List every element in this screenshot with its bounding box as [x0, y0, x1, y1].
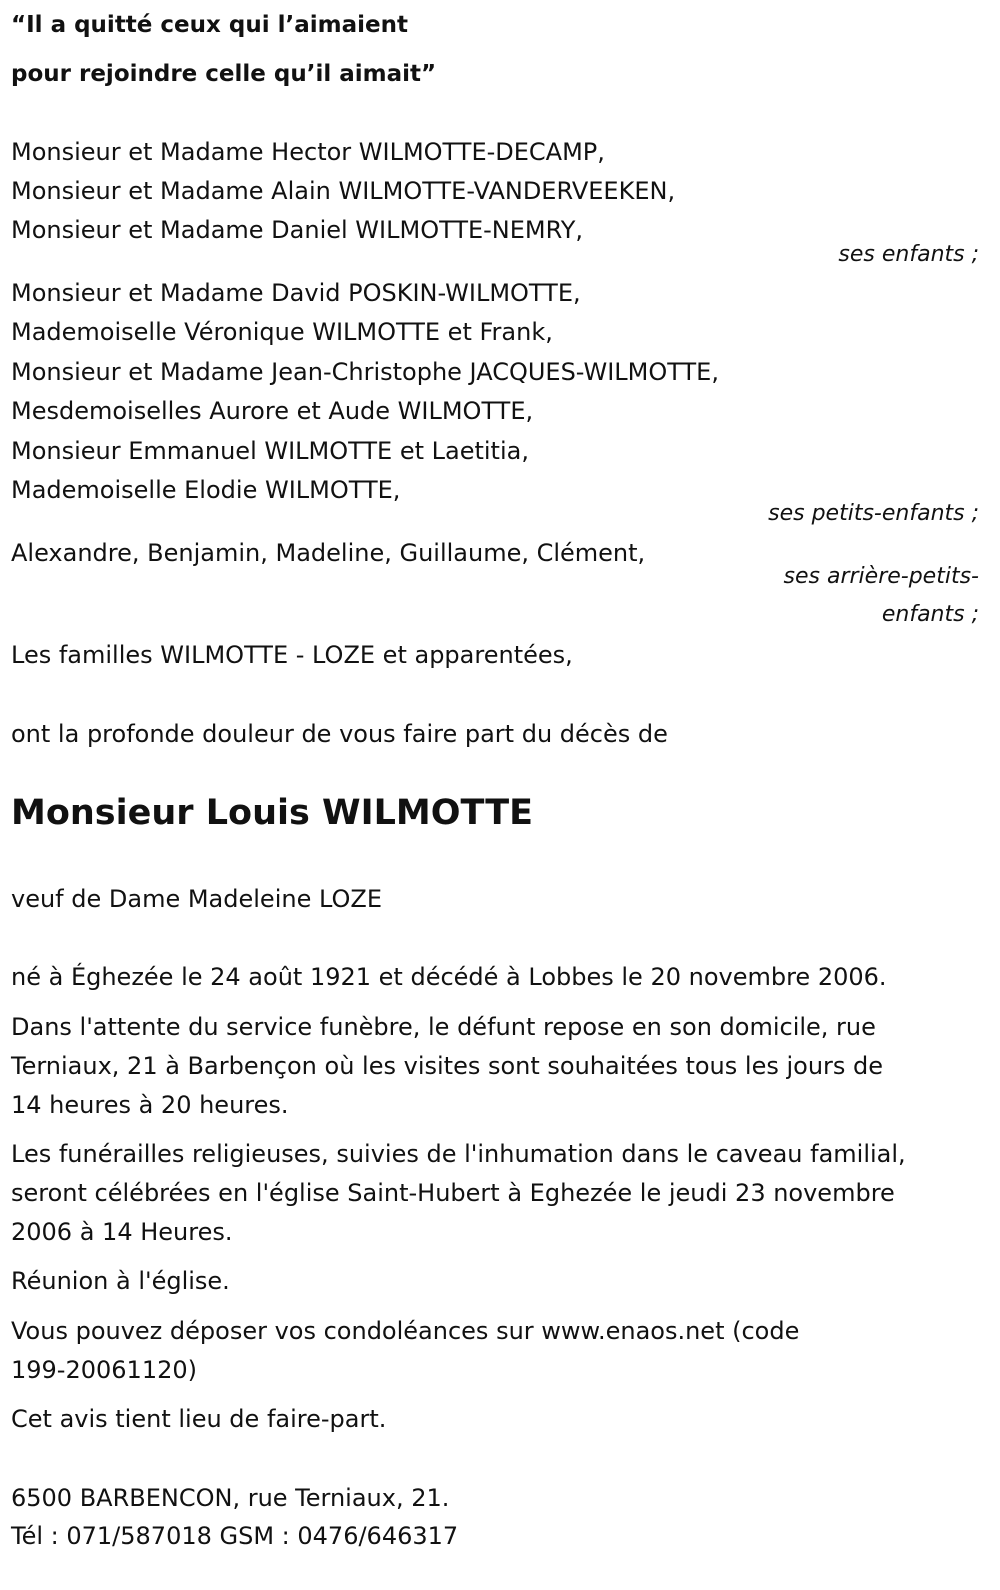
families-line: Les familles WILMOTTE - LOZE et apparentées,	[11, 641, 573, 669]
grandchild-name: Monsieur et Madame David POSKIN-WILMOTTE,	[11, 279, 581, 307]
obituary-notice	[11, 0, 979, 1590]
meeting-line: Réunion à l'église.	[11, 1267, 230, 1295]
visitation-line-2: Terniaux, 21 à Barbençon où les visites sont souhaitées tous les jours de	[11, 1052, 884, 1080]
child-name: Monsieur et Madame Daniel WILMOTTE-NEMRY,	[11, 216, 584, 244]
funeral-line-1: Les funérailles religieuses, suivies de l'inhumation dans le caveau familial,	[11, 1140, 906, 1168]
widower-line: veuf de Dame Madeleine LOZE	[11, 885, 382, 913]
contact-phone: Tél : 071/587018 GSM : 0476/646317	[11, 1522, 459, 1550]
great-grandchildren-names: Alexandre, Benjamin, Madeline, Guillaume, Clément,	[11, 539, 646, 567]
deceased-name: Monsieur Louis WILMOTTE	[11, 793, 533, 833]
grandchild-name: Mademoiselle Véronique WILMOTTE et Frank,	[11, 318, 553, 346]
condolences-line-2: 199-20061120)	[11, 1356, 197, 1384]
funeral-line-3: 2006 à 14 Heures.	[11, 1218, 233, 1246]
announcement-line: ont la profonde douleur de vous faire part du décès de	[11, 720, 668, 748]
children-relation: ses enfants ;	[838, 242, 979, 267]
child-name: Monsieur et Madame Hector WILMOTTE-DECAMP,	[11, 138, 605, 166]
contact-address: 6500 BARBENCON, rue Terniaux, 21.	[11, 1484, 450, 1512]
epigraph-line-2: pour rejoindre celle qu’il aimait”	[11, 61, 437, 87]
grandchild-name: Mademoiselle Elodie WILMOTTE,	[11, 476, 401, 504]
grandchild-name: Monsieur et Madame Jean-Christophe JACQUES-WILMOTTE,	[11, 358, 719, 386]
notice-line: Cet avis tient lieu de faire-part.	[11, 1405, 387, 1433]
epigraph-line-1: “Il a quitté ceux qui l’aimaient	[11, 12, 408, 38]
great-grandchildren-relation-line-1: ses arrière-petits-	[783, 564, 979, 589]
grandchild-name: Mesdemoiselles Aurore et Aude WILMOTTE,	[11, 397, 534, 425]
condolences-line-1: Vous pouvez déposer vos condoléances sur www.enaos.net (code	[11, 1317, 800, 1345]
visitation-line-3: 14 heures à 20 heures.	[11, 1091, 289, 1119]
grandchild-name: Monsieur Emmanuel WILMOTTE et Laetitia,	[11, 437, 529, 465]
visitation-line-1: Dans l'attente du service funèbre, le défunt repose en son domicile, rue	[11, 1013, 876, 1041]
great-grandchildren-relation-line-2: enfants ;	[881, 602, 979, 627]
funeral-line-2: seront célébrées en l'église Saint-Hubert à Eghezée le jeudi 23 novembre	[11, 1179, 895, 1207]
grandchildren-relation: ses petits-enfants ;	[768, 501, 979, 526]
child-name: Monsieur et Madame Alain WILMOTTE-VANDERVEEKEN,	[11, 177, 676, 205]
birth-death-line: né à Éghezée le 24 août 1921 et décédé à Lobbes le 20 novembre 2006.	[11, 963, 887, 991]
